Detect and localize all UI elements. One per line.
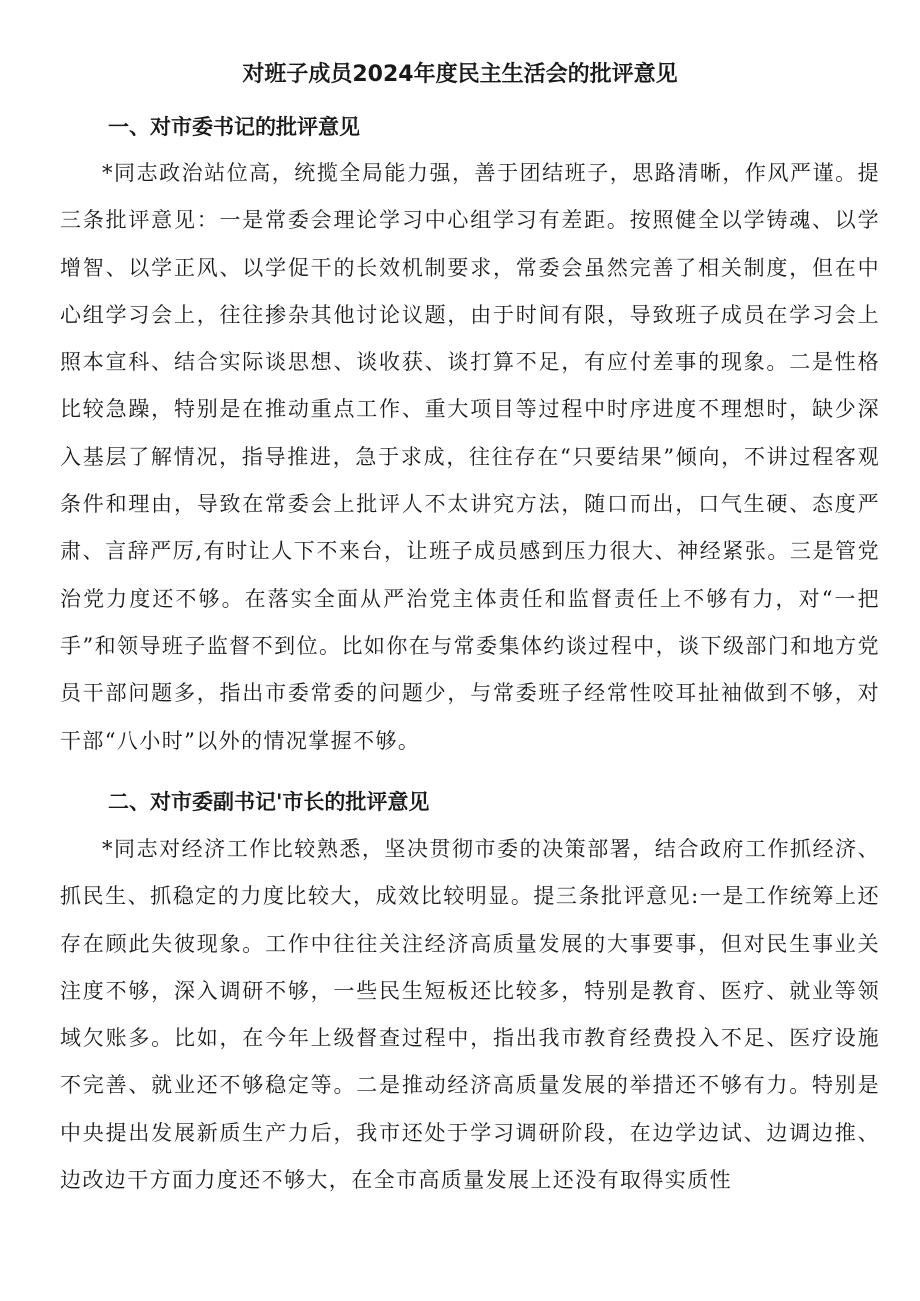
section-body-mayor: *同志对经济工作比较熟悉，坚决贯彻市委的决策部署，结合政府工作抓经济、抓民生、抓稳定的力度比较大，成效比较明显。提三条批评意见:一是工作统筹上还存在顾此失彼现象。工作中往往关注经济高质量发展的大事要事，但对民生事业关注度不够，深入调研不够，一些民生短板还比较多，特别是教育、医疗、就业等领域欠账多。比如，在今年上级督查过程中，指出我市教育经费投入不足、医疗设施不完善、就业还不够稳定等。二是推动经济高质量发展的举措还不够有力。特别是中央提出发展新质生产力后，我市还处于学习调研阶段，在边学边试、边调边推、边改边干方面力度还不够大，在全市高质量发展上还没有取得实质性 bbox=[60, 837, 880, 1193]
section-heading-mayor: 二、对市委副书记'市长的批评意见 bbox=[108, 790, 430, 814]
section-heading-party-secretary: 一、对市委书记的批评意见 bbox=[108, 115, 360, 139]
document-title: 对班子成员2024年度民主生活会的批评意见 bbox=[242, 62, 678, 87]
section-body-party-secretary: *同志政治站位高，统揽全局能力强，善于团结班子，思路清晰，作风严谨。提三条批评意见：一是常委会理论学习中心组学习有差距。按照健全以学铸魂、以学增智、以学正风、以学促干的长效机制要求，常委会虽然完善了相关制度，但在中心组学习会上，往往掺杂其他讨论议题，由于时间有限，导致班子成员在学习会上照本宣科、结合实际谈思想、谈收获、谈打算不足，有应付差事的现象。二是性格比较急躁，特别是在推动重点工作、重大项目等过程中时序进度不理想时，缺少深入基层了解情况，指导推进，急于求成，往往存在“只要结果”倾向，不讲过程客观条件和理由，导致在常委会上批评人不太讲究方法，随口而出，口气生硬、态度严肃、言辞严厉,有时让人下不来台，让班子成员感到压力很大、神经紧张。三是管党治党力度还不够。在落实全面从严治党主体责任和监督责任上不够有力，对“一把手”和领导班子监督不到位。比如你在与常委集体约谈过程中，谈下级部门和地方党员干部问题多，指出市委常委的问题少，与常委班子经常性咬耳扯袖做到不够，对干部“八小时”以外的情况掌握不够。 bbox=[60, 161, 880, 753]
